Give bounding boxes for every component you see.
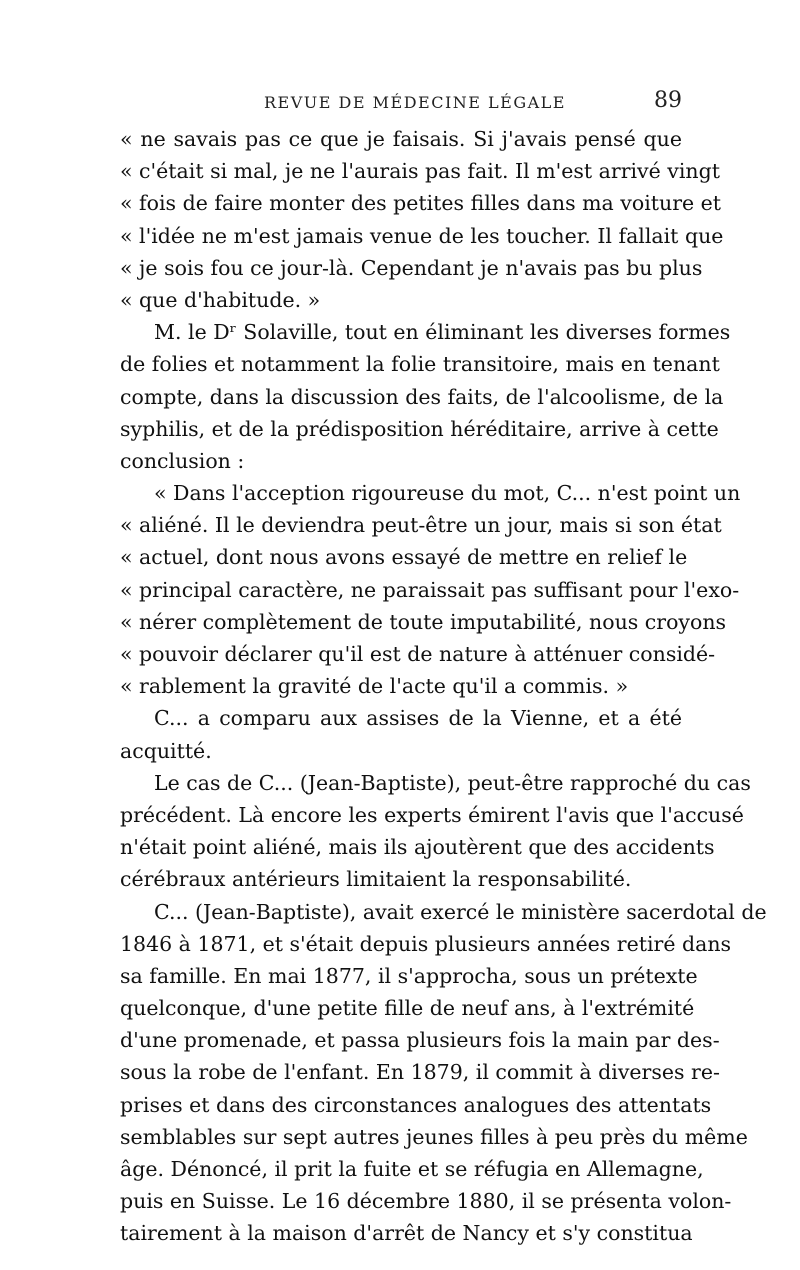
text-line: « fois de faire monter des petites filles dans ma voiture et (120, 191, 722, 216)
text-line: conclusion : (120, 448, 245, 473)
running-title: REVUE DE MÉDECINE LÉGALE (264, 93, 566, 112)
text-line: tairement à la maison d'arrêt de Nancy et s'y constitua (120, 1221, 693, 1246)
text-line: d'une promenade, et passa plusieurs fois la main par des- (120, 1028, 720, 1053)
text-line: semblables sur sept autres jeunes filles à peu près du même (120, 1124, 748, 1149)
body-text (120, 123, 767, 1250)
text-line: puis en Suisse. Le 16 décembre 1880, il se présenta volon- (120, 1189, 732, 1214)
text-line: « Dans l'acception rigoureuse du mot, C... n'est point un (154, 481, 741, 506)
text-line: n'était point aliéné, mais ils ajoutèrent que des accidents (120, 835, 715, 860)
text-line: « pouvoir déclarer qu'il est de nature à atténuer considé- (120, 642, 716, 666)
text-line: « c'était si mal, je ne l'aurais pas fait. Il m'est arrivé vingt (120, 159, 720, 184)
text-line: Le cas de C... (Jean-Baptiste), peut-être rapproché du cas (154, 770, 751, 795)
text-line: « principal caractère, ne paraissait pas suffisant pour l'exo- (120, 577, 740, 602)
text-line: « aliéné. Il le deviendra peut-être un jour, mais si son état (120, 513, 722, 538)
text-line: compte, dans la discussion des faits, de l'alcoolisme, de la (120, 384, 724, 409)
text-line: « actuel, dont nous avons essayé de mettre en relief le (120, 545, 688, 570)
text-line: « je sois fou ce jour-là. Cependant je n'avais pas bu plus (120, 255, 703, 280)
text-line: sous la robe de l'enfant. En 1879, il commit à diverses re- (120, 1060, 720, 1085)
text-line: acquitté. (120, 738, 212, 763)
text-line: 1846 à 1871, et s'était depuis plusieurs années retiré dans (120, 931, 732, 956)
text-line: « que d'habitude. » (120, 287, 321, 312)
text-line: syphilis, et de la prédisposition héréditaire, arrive à cette (120, 416, 719, 441)
text-line: « rablement la gravité de l'acte qu'il a commis. » (120, 674, 629, 699)
text-line: sa famille. En mai 1877, il s'approcha, sous un prétexte (120, 963, 698, 988)
text-line: C... a comparu aux assises de la Vienne, et a été (154, 706, 682, 731)
text-line: M. le Dʳ Solaville, tout en éliminant les diverses formes (154, 320, 731, 345)
text-line: prises et dans des circonstances analogues des attentats (120, 1092, 712, 1117)
text-line: cérébraux antérieurs limitaient la responsabilité. (120, 867, 632, 892)
text-line: âge. Dénoncé, il prit la fuite et se réfugia en Allemagne, (120, 1157, 704, 1181)
text-line: C... (Jean-Baptiste), avait exercé le ministère sacerdotal de (154, 899, 767, 924)
text-line: « ne savais pas ce que je faisais. Si j'avais pensé que (120, 127, 682, 151)
text-line: « nérer complètement de toute imputabilité, nous croyons (120, 609, 727, 634)
text-line: « l'idée ne m'est jamais venue de les toucher. Il fallait que (120, 223, 724, 248)
text-line: quelconque, d'une petite fille de neuf ans, à l'extrémité (120, 996, 695, 1021)
text-line: de folies et notamment la folie transitoire, mais en tenant (120, 352, 720, 377)
page-header (122, 88, 682, 118)
text-line: précédent. Là encore les experts émirent l'avis que l'accusé (120, 802, 744, 827)
page-number: 89 (654, 88, 682, 113)
